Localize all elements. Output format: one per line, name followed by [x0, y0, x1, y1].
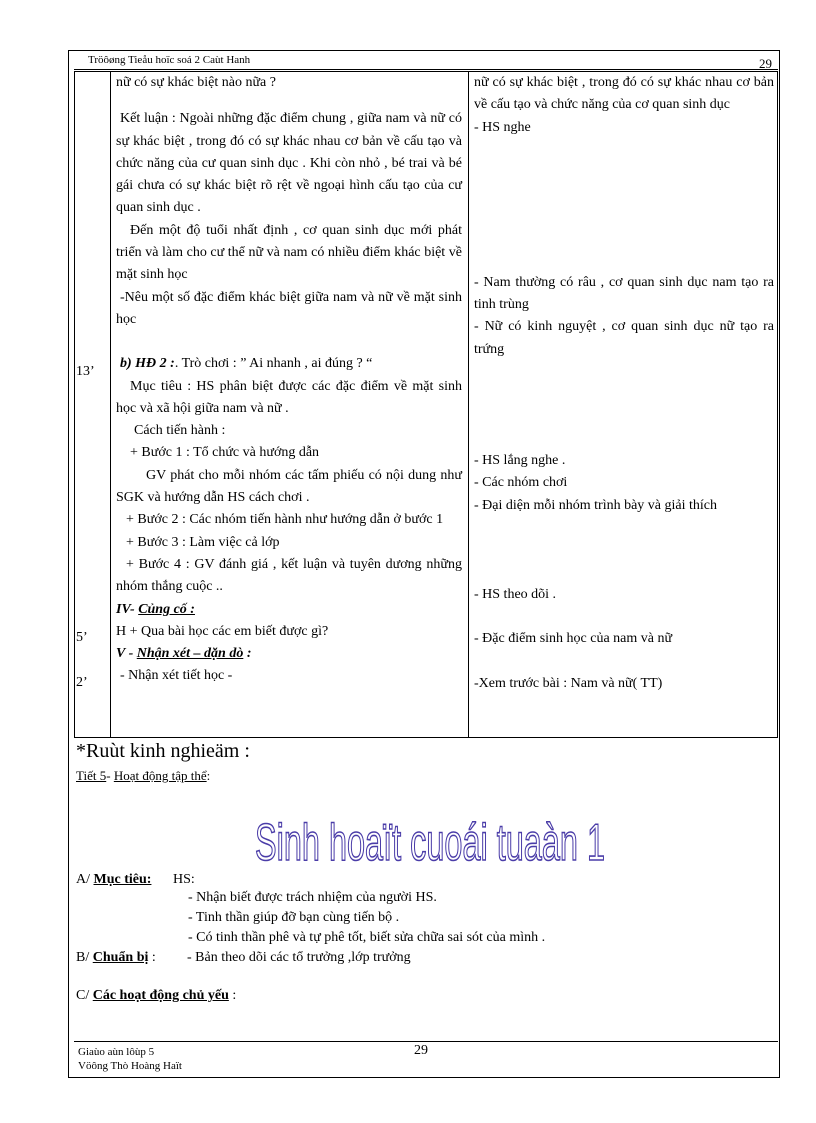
objectives-heading [76, 872, 151, 888]
section-v-label: V - [116, 646, 137, 662]
preparation-sep: : [148, 950, 156, 965]
school-name: Tröôøng Tieåu hoïc soá 2 Caùt Hanh [88, 54, 251, 66]
preparation-heading [76, 950, 156, 966]
objective: Mục tiêu : HS phân biệt được các đặc điểm về mặt sinh học và xã hội giữa nam và nữ . [116, 378, 462, 416]
label-a: A/ [76, 872, 94, 887]
period-sep: - [106, 768, 114, 783]
teacher-activities [116, 72, 462, 688]
step-2: + Bước 2 : Các nhóm tiến hành như hướng dẫn ở bước 1 [126, 512, 444, 528]
line: nữ có sự khác biệt , trong đó có sự khác nhau cơ bản về cấu tạo và chức năng của cơ quan sinh dục [474, 75, 774, 113]
line: - Đặc điểm sinh học của nam và nữ [474, 631, 673, 647]
section-iv-label: IV- [116, 601, 139, 617]
header-divider [74, 69, 778, 70]
step-4: + Bước 4 : GV đánh giá , kết luận và tuyên dương những nhóm thắng cuộc .. [116, 556, 462, 595]
time-13: 13’ [76, 364, 95, 379]
method: Cách tiến hành : [134, 423, 226, 439]
time-2: 2’ [76, 675, 88, 690]
objective-item: - Nhận biết được trách nhiệm của người HS. [188, 890, 437, 905]
wordart-banner [250, 802, 610, 874]
footer-lesson: Giaùo aùn lôùp 5 [78, 1046, 155, 1058]
lesson-remark: - Nhận xét tiết học - [120, 668, 233, 684]
activity-2-label: b) HĐ 2 : [120, 356, 175, 372]
time-5: 5’ [76, 630, 88, 645]
line: - HS theo dõi . [474, 586, 557, 602]
line: nữ có sự khác biệt nào nữa ? [116, 75, 276, 90]
step-1: + Bước 1 : Tổ chức và hướng dẫn [130, 445, 320, 461]
period-activity: Hoạt động tập thể [113, 768, 207, 783]
conclusion: Kết luận : Ngoài những đặc điểm chung , giữa nam và nữ có sự khác biệt , trong đó có sự khác nhau cơ bản về cấu tạo và chức năng của cư quan sinh dục . Khi còn nhỏ , bé trai và bé gái chưa có sự khác biệt rõ rệt về ngoại hình cấu tạo của cư quan sinh dục . [116, 111, 462, 216]
period-heading [76, 768, 210, 784]
footer-divider [74, 1041, 778, 1042]
label-b: B/ [76, 950, 93, 965]
experience-heading: *Ruùt kinh nghieäm : [76, 740, 250, 762]
preparation-title: Chuẩn bị [92, 950, 149, 965]
line: - Nam thường có râu , cơ quan sinh dục nam tạo ra tinh trùng [474, 274, 774, 313]
question: -Nêu một số đặc điểm khác biệt giữa nam và nữ về mặt sinh học [116, 289, 462, 327]
table-col-divider-1 [110, 71, 111, 738]
activities-title: Các hoạt động chủ yếu [92, 988, 229, 1003]
line: - HS lắng nghe . [474, 453, 566, 469]
label-c: C/ [76, 988, 93, 1003]
footer-page-number: 29 [414, 1043, 428, 1058]
review-question: H + Qua bài học các em biết được gì? [116, 623, 329, 639]
preparation-text: - Bản theo dõi các tổ trưởng ,lớp trưởng [187, 950, 411, 965]
objectives-title: Mục tiêu: [93, 872, 152, 887]
table-col-divider-2 [468, 71, 469, 738]
objectives-hs: HS: [173, 872, 195, 887]
line: - HS nghe [474, 119, 531, 135]
objective-item: - Có tinh thần phê và tự phê tốt, biết sửa chữa sai sót của mình . [188, 930, 546, 945]
activity-2-title: . Trò chơi : ” Ai nhanh , ai đúng ? “ [174, 356, 373, 372]
header-page-number: 29 [759, 56, 772, 71]
line: -Xem trước bài : Nam và nữ( TT) [474, 675, 663, 691]
section-v-title: Nhận xét – dặn dò [136, 646, 244, 662]
objective-item: - Tinh thần giúp đỡ bạn cùng tiến bộ . [188, 910, 400, 925]
line: - Đại diện mỗi nhóm trình bày và giải thích [474, 497, 718, 513]
activities-heading [76, 988, 236, 1004]
step-1-detail: GV phát cho mỗi nhóm các tấm phiếu có nội dung như SGK và hướng dẫn HS cách chơi . [116, 467, 462, 506]
line: - Các nhóm chơi [474, 475, 568, 491]
student-activities [474, 72, 774, 695]
banner-title: Sinh hoaït cuoái tuaàn 1 [255, 814, 605, 872]
activities-tail: : [228, 988, 237, 1003]
section-iv-title: Củng cố : [138, 601, 195, 617]
period-tail: : [206, 768, 211, 783]
period-number: Tiết 5 [76, 768, 107, 783]
page-header [74, 54, 778, 70]
footer-author: Vöông Thò Hoàng Haït [78, 1060, 182, 1072]
paragraph: Đến một độ tuổi nhất định , cơ quan sinh dục mới phát triển và làm cho cư thể nữ và nam có nhiều điểm khác biệt về mặt sinh học [116, 222, 462, 283]
section-v-tail: : [243, 646, 252, 662]
line: - Nữ có kinh nguyệt , cơ quan sinh dục nữ tạo ra trứng [474, 319, 774, 357]
step-3: + Bước 3 : Làm việc cả lớp [126, 534, 280, 550]
